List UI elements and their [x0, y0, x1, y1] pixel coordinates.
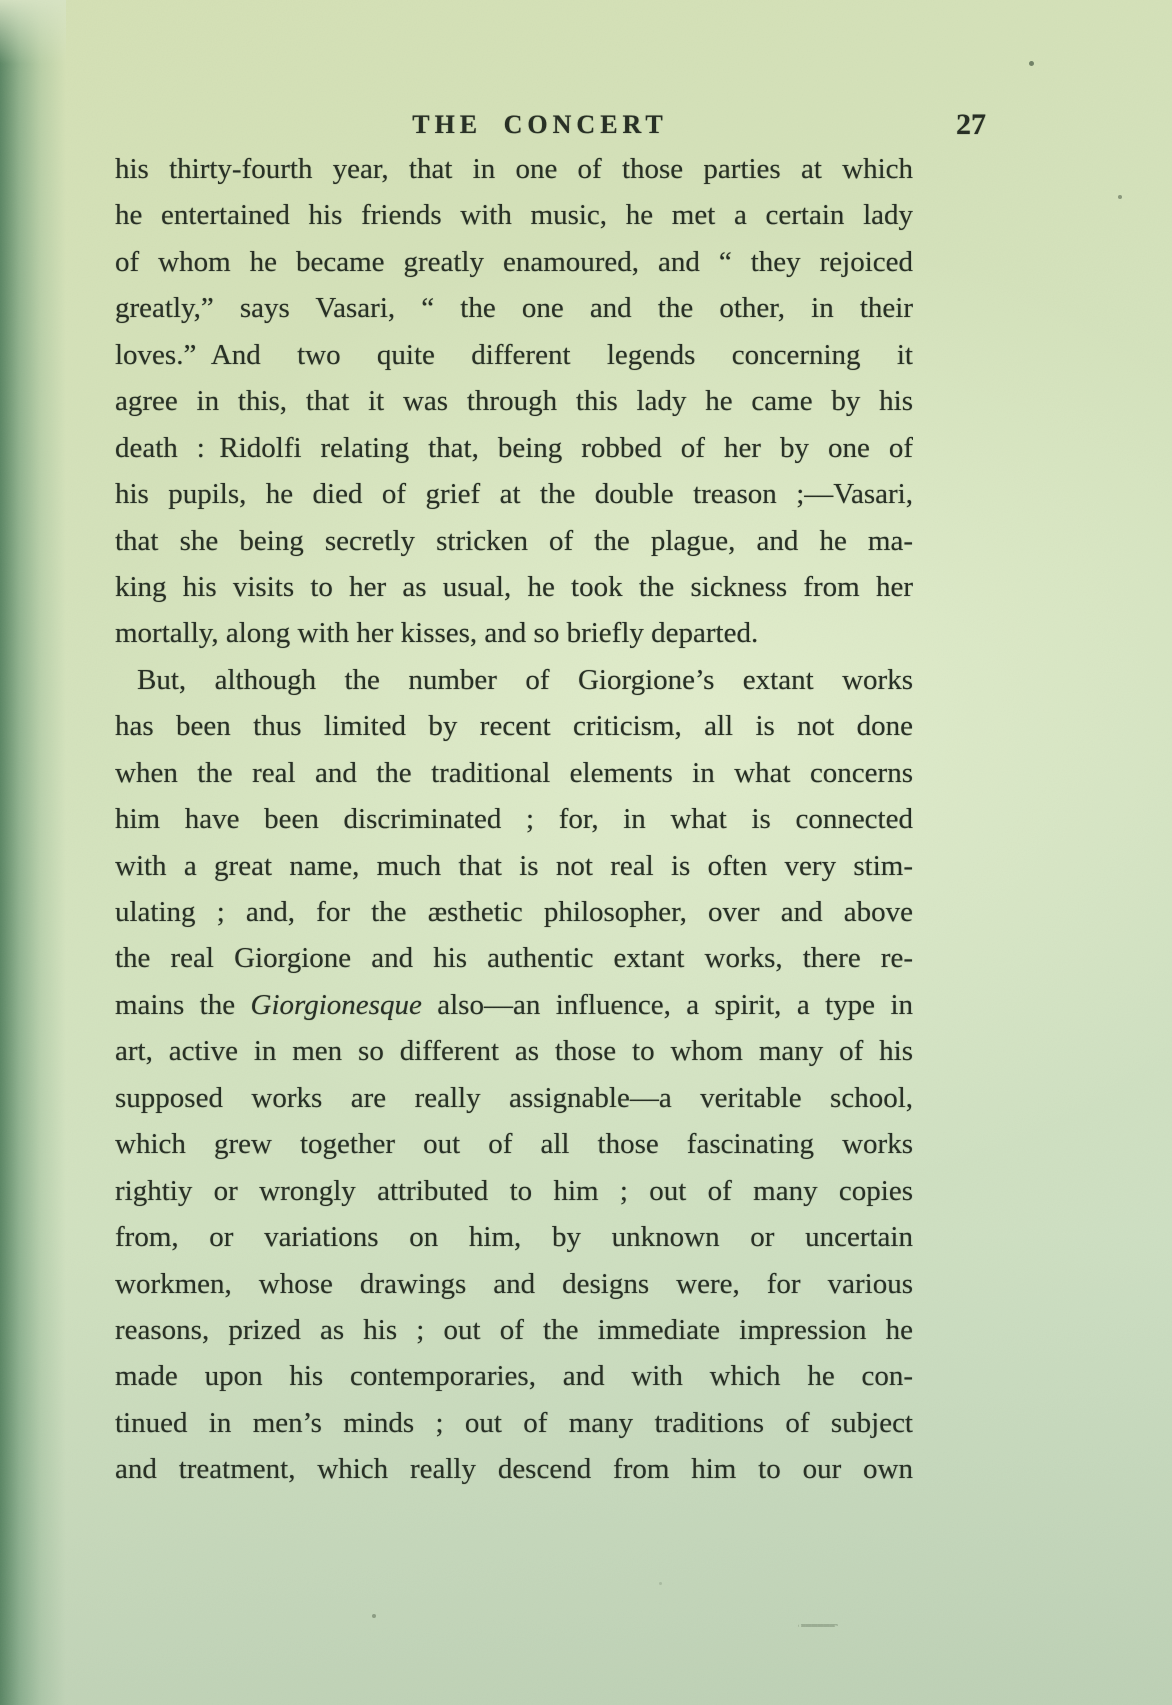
text-line: from, or variations on him, by unknown or uncertain — [115, 1221, 913, 1254]
text-line: greatly,” says Vasari, “ the one and the other, in their — [115, 292, 913, 325]
text-line: him have been discriminated ; for, in what is connected — [115, 803, 913, 836]
text-line: workmen, whose drawings and designs were, for various — [115, 1267, 913, 1300]
text-line: tinued in men’s minds ; out of many traditions of subject — [115, 1406, 913, 1439]
text-line: the real Giorgione and his authentic extant works, there re- — [115, 942, 913, 975]
text-line: made upon his contemporaries, and with which he con- — [115, 1360, 913, 1393]
text-line: his thirty-fourth year, that in one of those parties at which — [115, 153, 913, 185]
text-line: he entertained his friends with music, he met a certain lady — [115, 199, 913, 232]
text-line: death : Ridolfi relating that, being robbed of her by one of — [115, 431, 913, 464]
text-line: which grew together out of all those fascinating works — [115, 1128, 913, 1161]
text-line: his pupils, he died of grief at the double treason ;—Vasari, — [115, 478, 913, 511]
running-head-title: THE CONCERT — [412, 110, 668, 139]
text-line: king his visits to her as usual, he took the sickness from her — [115, 570, 913, 603]
body-text-block — [115, 146, 913, 1493]
text-line: art, active in men so different as those to whom many of his — [115, 1035, 913, 1068]
text-line: But, although the number of Giorgione’s extant works — [137, 663, 913, 696]
text-line: of whom he became greatly enamoured, and “ they rejoiced — [115, 245, 913, 278]
text-line: supposed works are really assignable—a veritable school, — [115, 1081, 913, 1114]
scan-speck — [1118, 195, 1122, 199]
text-line: rightiy or wrongly attributed to him ; out of many copies — [115, 1174, 913, 1207]
text-line: reasons, prized as his ; out of the immediate impression he — [115, 1313, 913, 1346]
text-line: loves.” And two quite different legends concerning it — [115, 338, 913, 371]
page-number: 27 — [956, 108, 986, 141]
text-line: has been thus limited by recent criticism, all is not done — [115, 710, 913, 743]
text-line: that she being secretly stricken of the plague, and he ma- — [115, 524, 913, 557]
scan-speck — [372, 1614, 376, 1618]
text-line: agree in this, that it was through this lady he came by his — [115, 385, 913, 418]
text-line: ulating ; and, for the æsthetic philosopher, over and above — [115, 896, 913, 928]
text-line: mains the Giorgionesque also—an influence, a spirit, a type in — [115, 988, 913, 1021]
scan-speck — [659, 1582, 662, 1585]
text-line: and treatment, which really descend from him to our own — [115, 1453, 913, 1486]
text-line: mortally, along with her kisses, and so briefly departed. — [115, 617, 759, 650]
text-line: with a great name, much that is not real is often very stim- — [115, 849, 913, 882]
scan-speck — [798, 1624, 838, 1627]
text-line: when the real and the traditional elements in what concerns — [115, 756, 913, 789]
book-gutter-shadow — [0, 0, 66, 1705]
scan-speck — [1029, 61, 1034, 66]
